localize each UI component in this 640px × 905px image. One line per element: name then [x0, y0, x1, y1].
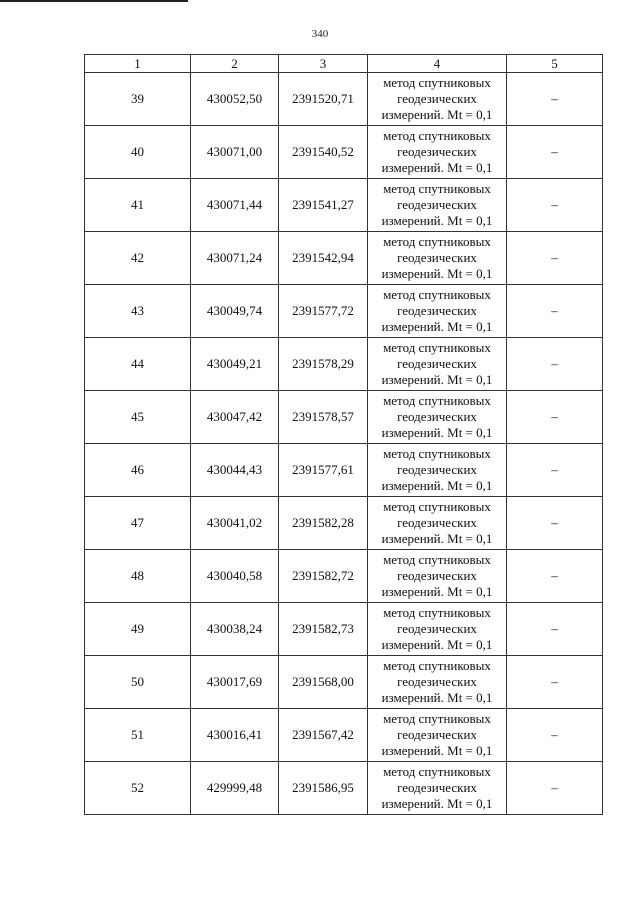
method-line: метод спутниковых: [383, 499, 491, 514]
method-line: метод спутниковых: [383, 711, 491, 726]
point-number: 51: [85, 709, 191, 762]
method-line: геодезических: [397, 250, 477, 265]
x-coordinate: 429999,48: [191, 762, 279, 815]
point-number: 49: [85, 603, 191, 656]
point-number: 43: [85, 285, 191, 338]
y-coordinate: 2391568,00: [279, 656, 368, 709]
note-dash: –: [507, 126, 603, 179]
method-line: геодезических: [397, 621, 477, 636]
table-row: [85, 656, 603, 709]
y-coordinate: 2391577,72: [279, 285, 368, 338]
note-dash: –: [507, 338, 603, 391]
point-number: 50: [85, 656, 191, 709]
x-coordinate: 430047,42: [191, 391, 279, 444]
note-dash: –: [507, 603, 603, 656]
method-line: метод спутниковых: [383, 128, 491, 143]
y-coordinate: 2391578,57: [279, 391, 368, 444]
table-body: [85, 73, 603, 815]
table-row: [85, 709, 603, 762]
point-number: 41: [85, 179, 191, 232]
x-coordinate: 430017,69: [191, 656, 279, 709]
y-coordinate: 2391582,73: [279, 603, 368, 656]
point-number: 48: [85, 550, 191, 603]
table-row: [85, 497, 603, 550]
note-dash: –: [507, 444, 603, 497]
point-number: 40: [85, 126, 191, 179]
y-coordinate: 2391578,29: [279, 338, 368, 391]
x-coordinate: 430040,58: [191, 550, 279, 603]
header-col-5: 5: [507, 55, 603, 73]
y-coordinate: 2391577,61: [279, 444, 368, 497]
method-line: измерений. Mt = 0,1: [381, 690, 493, 705]
method-line: геодезических: [397, 727, 477, 742]
y-coordinate: 2391520,71: [279, 73, 368, 126]
top-rule: [0, 0, 188, 2]
table-row: [85, 179, 603, 232]
method-description: [368, 73, 507, 126]
y-coordinate: 2391541,27: [279, 179, 368, 232]
x-coordinate: 430049,74: [191, 285, 279, 338]
method-line: измерений. Mt = 0,1: [381, 160, 493, 175]
x-coordinate: 430071,24: [191, 232, 279, 285]
method-description: [368, 656, 507, 709]
method-line: геодезических: [397, 515, 477, 530]
method-line: метод спутниковых: [383, 393, 491, 408]
note-dash: –: [507, 709, 603, 762]
method-line: измерений. Mt = 0,1: [381, 637, 493, 652]
y-coordinate: 2391540,52: [279, 126, 368, 179]
x-coordinate: 430071,44: [191, 179, 279, 232]
table-row: [85, 550, 603, 603]
table-row: [85, 285, 603, 338]
page-number: 340: [311, 28, 329, 40]
note-dash: –: [507, 73, 603, 126]
method-line: геодезических: [397, 144, 477, 159]
method-description: [368, 762, 507, 815]
method-line: метод спутниковых: [383, 287, 491, 302]
method-line: геодезических: [397, 356, 477, 371]
point-number: 42: [85, 232, 191, 285]
method-line: метод спутниковых: [383, 234, 491, 249]
x-coordinate: 430049,21: [191, 338, 279, 391]
method-line: метод спутниковых: [383, 181, 491, 196]
method-line: измерений. Mt = 0,1: [381, 584, 493, 599]
method-line: геодезических: [397, 409, 477, 424]
method-line: метод спутниковых: [383, 605, 491, 620]
table-row: [85, 73, 603, 126]
note-dash: –: [507, 232, 603, 285]
table-row: [85, 391, 603, 444]
method-line: измерений. Mt = 0,1: [381, 531, 493, 546]
method-line: измерений. Mt = 0,1: [381, 743, 493, 758]
y-coordinate: 2391582,28: [279, 497, 368, 550]
table-row: [85, 444, 603, 497]
method-line: метод спутниковых: [383, 764, 491, 779]
method-line: измерений. Mt = 0,1: [381, 372, 493, 387]
method-description: [368, 444, 507, 497]
method-line: геодезических: [397, 568, 477, 583]
x-coordinate: 430016,41: [191, 709, 279, 762]
note-dash: –: [507, 285, 603, 338]
method-line: геодезических: [397, 197, 477, 212]
method-description: [368, 603, 507, 656]
point-number: 39: [85, 73, 191, 126]
method-line: метод спутниковых: [383, 75, 491, 90]
method-line: геодезических: [397, 91, 477, 106]
note-dash: –: [507, 550, 603, 603]
table-row: [85, 338, 603, 391]
method-line: измерений. Mt = 0,1: [381, 425, 493, 440]
note-dash: –: [507, 656, 603, 709]
method-description: [368, 550, 507, 603]
x-coordinate: 430044,43: [191, 444, 279, 497]
note-dash: –: [507, 391, 603, 444]
y-coordinate: 2391582,72: [279, 550, 368, 603]
method-line: геодезических: [397, 674, 477, 689]
y-coordinate: 2391586,95: [279, 762, 368, 815]
point-number: 44: [85, 338, 191, 391]
point-number: 45: [85, 391, 191, 444]
method-description: [368, 285, 507, 338]
header-col-1: 1: [85, 55, 191, 73]
method-line: метод спутниковых: [383, 446, 491, 461]
note-dash: –: [507, 179, 603, 232]
x-coordinate: 430038,24: [191, 603, 279, 656]
method-description: [368, 126, 507, 179]
method-line: метод спутниковых: [383, 658, 491, 673]
header-col-2: 2: [191, 55, 279, 73]
method-line: метод спутниковых: [383, 552, 491, 567]
method-description: [368, 391, 507, 444]
note-dash: –: [507, 762, 603, 815]
table-row: [85, 603, 603, 656]
method-line: измерений. Mt = 0,1: [381, 478, 493, 493]
coordinates-table: [84, 54, 603, 815]
x-coordinate: 430041,02: [191, 497, 279, 550]
method-line: измерений. Mt = 0,1: [381, 266, 493, 281]
method-description: [368, 338, 507, 391]
point-number: 52: [85, 762, 191, 815]
method-line: измерений. Mt = 0,1: [381, 796, 493, 811]
table-header-row: [85, 55, 603, 73]
y-coordinate: 2391542,94: [279, 232, 368, 285]
table-row: [85, 232, 603, 285]
method-description: [368, 232, 507, 285]
x-coordinate: 430071,00: [191, 126, 279, 179]
method-description: [368, 179, 507, 232]
note-dash: –: [507, 497, 603, 550]
header-col-4: 4: [368, 55, 507, 73]
method-description: [368, 709, 507, 762]
method-line: геодезических: [397, 303, 477, 318]
y-coordinate: 2391567,42: [279, 709, 368, 762]
method-line: геодезических: [397, 780, 477, 795]
method-line: метод спутниковых: [383, 340, 491, 355]
method-line: геодезических: [397, 462, 477, 477]
method-line: измерений. Mt = 0,1: [381, 107, 493, 122]
method-line: измерений. Mt = 0,1: [381, 319, 493, 334]
method-description: [368, 497, 507, 550]
point-number: 46: [85, 444, 191, 497]
table-row: [85, 762, 603, 815]
method-line: измерений. Mt = 0,1: [381, 213, 493, 228]
table-row: [85, 126, 603, 179]
point-number: 47: [85, 497, 191, 550]
header-col-3: 3: [279, 55, 368, 73]
x-coordinate: 430052,50: [191, 73, 279, 126]
